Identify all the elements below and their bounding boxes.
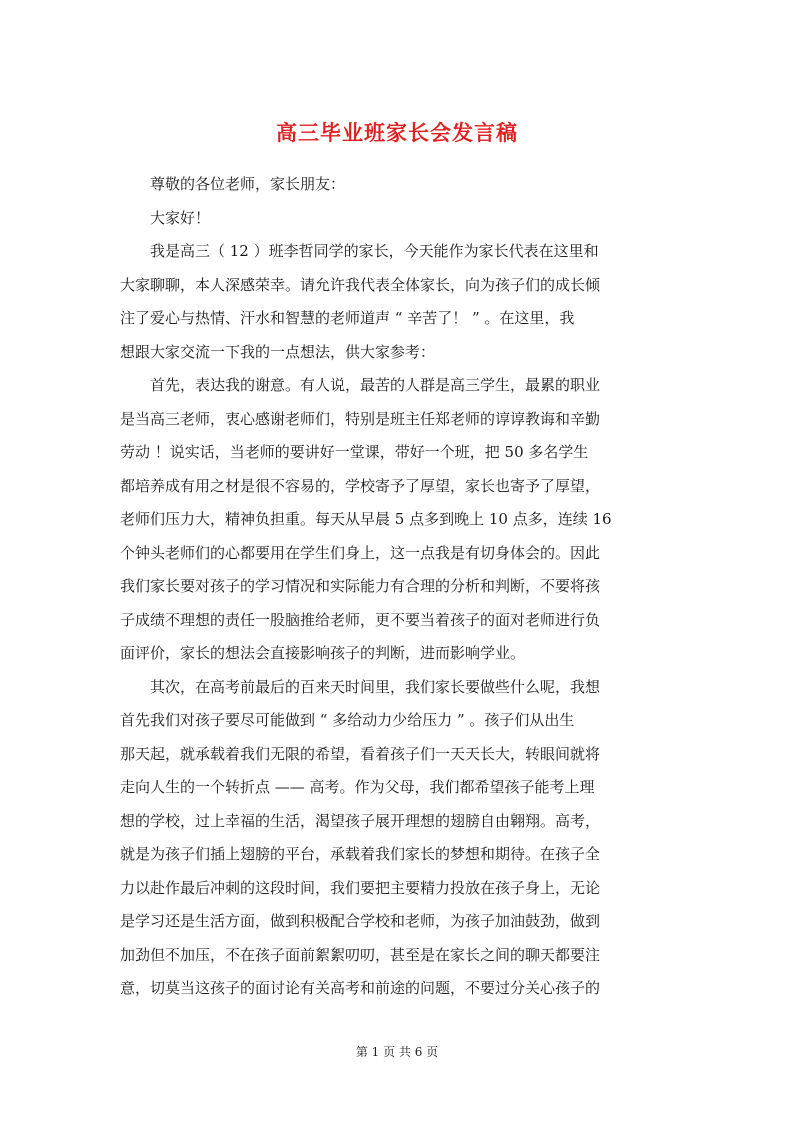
text-line: 我们家长要对孩子的学习情况和实际能力有合理的分析和判断，不要将孩 bbox=[120, 577, 601, 595]
text-line: 就是为孩子们插上翅膀的平台，承载着我们家长的梦想和期待。在孩子全 bbox=[120, 845, 601, 863]
text-line: 想的学校，过上幸福的生活，渴望孩子展开理想的翅膀自由翱翔。高考， bbox=[120, 811, 601, 830]
text-line: 个钟头老师们的心都要用在学生们身上，这一点我是有切身体会的。因此 bbox=[120, 543, 601, 562]
text-line: 是当高三老师，衷心感谢老师们，特别是班主任郑老师的谆谆教诲和辛勤 bbox=[120, 409, 601, 428]
text-line: 都培养成有用之材是很不容易的，学校寄予了厚望，家长也寄予了厚望， bbox=[120, 476, 601, 495]
text-line: 注了爱心与热情、汗水和智慧的老师道声 “ 辛苦了！ ” 。在这里，我 bbox=[120, 309, 575, 327]
text-line: 劳动 ！说实话，当老师的要讲好一堂课，带好一个班，把 50 多名学生 bbox=[120, 443, 589, 461]
text-line: 子成绩不理想的责任一股脑推给老师，更不要当着孩子的面对老师进行负 bbox=[120, 610, 601, 629]
text-line: 首先，表达我的谢意。有人说，最苦的人群是高三学生，最累的职业 bbox=[120, 376, 601, 394]
document-title: 高三毕业班家长会发言稿 bbox=[276, 120, 518, 145]
text-line: 意，切莫当这孩子的面讨论有关高考和前途的问题，不要过分关心孩子的 bbox=[120, 979, 601, 997]
text-line: 大家好！ bbox=[120, 208, 211, 227]
text-line: 那天起，就承载着我们无限的希望，看着孩子们一天天长大，转眼间就将 bbox=[120, 744, 601, 763]
text-line: 老师们压力大，精神负担重。每天从早晨 5 点多到晚上 10 点多，连续 16 bbox=[120, 510, 612, 528]
page-footer: 第 1 页 共 6 页 bbox=[355, 1045, 439, 1059]
text-line: 是学习还是生活方面，做到积极配合学校和老师，为孩子加油鼓劲，做到 bbox=[120, 912, 601, 930]
text-line: 大家聊聊，本人深感荣幸。请允许我代表全体家长，向为孩子们的成长倾 bbox=[120, 275, 601, 294]
text-line: 其次，在高考前最后的百来天时间里，我们家长要做些什么呢，我想 bbox=[120, 677, 601, 696]
text-line: 想跟大家交流一下我的一点想法，供大家参考： bbox=[120, 342, 436, 361]
text-line: 加劲但不加压，不在孩子面前絮絮叨叨，甚至是在家长之间的聊天都要注 bbox=[120, 945, 601, 964]
text-line: 我是高三（ 12 ）班李哲同学的家长，今天能作为家长代表在这里和 bbox=[120, 242, 599, 260]
text-line: 力以赴作最后冲刺的这段时间，我们要把主要精力投放在孩子身上，无论 bbox=[120, 878, 601, 897]
text-line: 首先我们对孩子要尽可能做到 “ 多给动力少给压力 ” 。孩子们从出生 bbox=[120, 711, 575, 729]
document-body bbox=[120, 168, 680, 1006]
text-line: 走向人生的一个转折点 —— 高考。作为父母，我们都希望孩子能考上理 bbox=[120, 778, 595, 796]
text-line: 面评价，家长的想法会直接影响孩子的判断，进而影响学业。 bbox=[120, 644, 526, 662]
text-line: 尊敬的各位老师，家长朋友： bbox=[120, 175, 346, 193]
